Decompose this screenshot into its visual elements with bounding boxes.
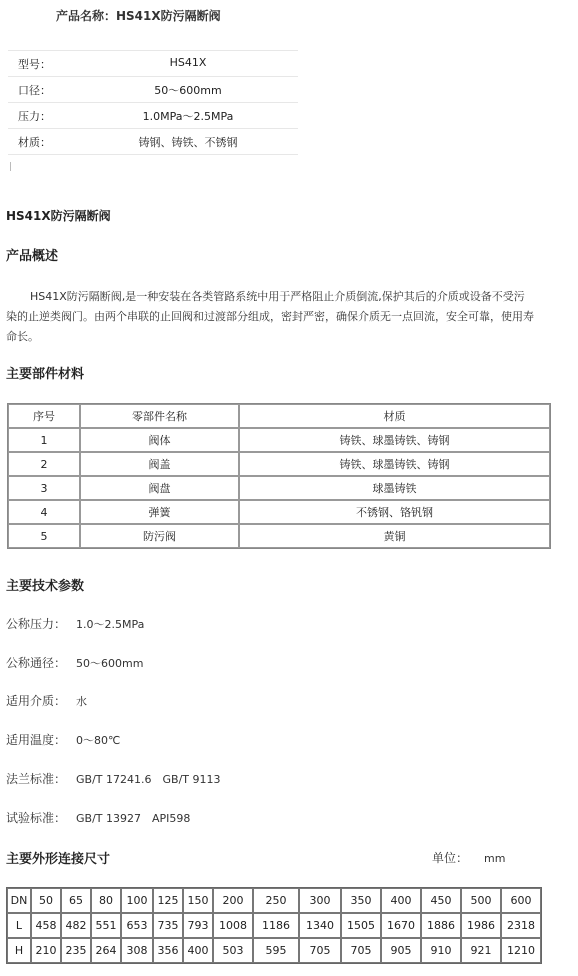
param-label: 试验标准： xyxy=(6,811,67,825)
table-cell: 4 xyxy=(8,500,80,524)
table-cell: 黄铜 xyxy=(239,524,550,548)
column-header: 材质 xyxy=(239,404,550,428)
param-value: GB/T 13927 API598 xyxy=(76,812,191,825)
table-cell: 铸铁、球墨铸铁、铸钢 xyxy=(239,452,550,476)
table-cell: 458 xyxy=(31,913,61,938)
table-row xyxy=(8,428,550,452)
column-header: 序号 xyxy=(8,404,80,428)
spec-row xyxy=(8,77,298,103)
spec-row xyxy=(8,103,298,129)
param-value: 1.0～2.5MPa xyxy=(76,618,145,631)
table-cell: 1886 xyxy=(421,913,461,938)
table-cell: 2318 xyxy=(501,913,541,938)
param-label: 适用温度： xyxy=(6,733,67,747)
table-cell: 1505 xyxy=(341,913,381,938)
param-row xyxy=(6,692,87,709)
table-cell: 不锈钢、铬钒钢 xyxy=(239,500,550,524)
table-cell: 5 xyxy=(8,524,80,548)
param-value: 50～600mm xyxy=(76,657,144,670)
spec-value: 铸钢、铸铁、不锈钢 xyxy=(138,136,238,149)
table-row xyxy=(8,500,550,524)
dimensions-table xyxy=(6,887,542,964)
param-label: 法兰标准： xyxy=(6,772,67,786)
divider-mark xyxy=(10,162,11,171)
table-cell: 阀盘 xyxy=(80,476,239,500)
tech-heading: 主要技术参数 xyxy=(6,579,85,594)
spec-table xyxy=(8,50,298,155)
table-cell: 防污阀 xyxy=(80,524,239,548)
materials-heading: 主要部件材料 xyxy=(6,367,85,382)
dimensions-heading: 主要外形连接尺寸 xyxy=(6,852,111,867)
table-cell: 150 xyxy=(183,888,213,913)
product-name-heading: 产品名称：HS41X防污隔断阀 xyxy=(56,9,221,23)
param-value: 水 xyxy=(76,695,88,708)
spec-label: 材质： xyxy=(18,136,51,149)
table-cell: 308 xyxy=(121,938,153,963)
table-cell: 350 xyxy=(341,888,381,913)
table-cell: 503 xyxy=(213,938,253,963)
table-cell: 793 xyxy=(183,913,213,938)
param-row xyxy=(6,654,143,671)
table-cell: 500 xyxy=(461,888,501,913)
unit-value: mm xyxy=(484,852,506,865)
table-row xyxy=(7,888,541,913)
table-cell: 球墨铸铁 xyxy=(239,476,550,500)
table-header-row xyxy=(8,404,550,428)
table-cell: 264 xyxy=(91,938,121,963)
param-row xyxy=(6,615,144,632)
table-cell: 356 xyxy=(153,938,183,963)
table-cell: 300 xyxy=(299,888,341,913)
table-cell: 125 xyxy=(153,888,183,913)
table-cell: H xyxy=(7,938,31,963)
table-cell: 80 xyxy=(91,888,121,913)
table-cell: 400 xyxy=(381,888,421,913)
param-row xyxy=(6,809,190,826)
table-cell: 1008 xyxy=(213,913,253,938)
param-row xyxy=(6,770,220,787)
table-cell: 905 xyxy=(381,938,421,963)
param-value: 0～80℃ xyxy=(76,734,121,747)
table-row xyxy=(7,913,541,938)
table-row xyxy=(8,476,550,500)
param-label: 公称压力： xyxy=(6,617,67,631)
table-cell: 595 xyxy=(253,938,299,963)
spec-value: HS41X xyxy=(169,56,207,69)
table-row xyxy=(8,452,550,476)
table-cell: 735 xyxy=(153,913,183,938)
spec-row xyxy=(8,129,298,155)
overview-heading: 产品概述 xyxy=(6,249,59,264)
table-cell: 1670 xyxy=(381,913,421,938)
page-title: HS41X防污隔断阀 xyxy=(6,209,111,223)
table-cell: 200 xyxy=(213,888,253,913)
table-row xyxy=(8,524,550,548)
table-cell: 铸铁、球墨铸铁、铸钢 xyxy=(239,428,550,452)
param-value: GB/T 17241.6 GB/T 9113 xyxy=(76,773,221,786)
table-cell: 235 xyxy=(61,938,91,963)
table-cell: 65 xyxy=(61,888,91,913)
spec-label: 压力： xyxy=(18,110,51,123)
unit-note xyxy=(432,849,505,866)
overview-line: 染的止逆类阀门。由两个串联的止回阀和过渡部分组成，密封严密，确保介质无一点回流，安全可靠，使用寿 xyxy=(6,310,534,323)
table-cell: 阀盖 xyxy=(80,452,239,476)
table-cell: 910 xyxy=(421,938,461,963)
spec-row xyxy=(8,50,298,77)
column-header: 零部件名称 xyxy=(80,404,239,428)
table-cell: L xyxy=(7,913,31,938)
table-cell: 450 xyxy=(421,888,461,913)
table-cell: 1186 xyxy=(253,913,299,938)
param-row xyxy=(6,731,120,748)
overview-line: 命长。 xyxy=(6,330,39,343)
table-cell: 3 xyxy=(8,476,80,500)
table-cell: 921 xyxy=(461,938,501,963)
table-cell: 100 xyxy=(121,888,153,913)
table-cell: 2 xyxy=(8,452,80,476)
overview-line: HS41X防污隔断阀,是一种安装在各类管路系统中用于严格阻止介质倒流,保护其后的介质或设备不受污 xyxy=(30,290,525,303)
materials-table xyxy=(7,403,551,549)
spec-label: 口径： xyxy=(18,84,51,97)
param-label: 适用介质： xyxy=(6,694,67,708)
table-cell: 400 xyxy=(183,938,213,963)
table-cell: 1340 xyxy=(299,913,341,938)
table-cell: 阀体 xyxy=(80,428,239,452)
spec-label: 型号： xyxy=(18,58,51,71)
table-cell: 551 xyxy=(91,913,121,938)
table-row xyxy=(7,938,541,963)
table-cell: 1986 xyxy=(461,913,501,938)
table-cell: 482 xyxy=(61,913,91,938)
table-cell: 653 xyxy=(121,913,153,938)
table-cell: 50 xyxy=(31,888,61,913)
table-cell: 600 xyxy=(501,888,541,913)
param-label: 公称通径： xyxy=(6,656,67,670)
table-cell: 1 xyxy=(8,428,80,452)
table-cell: 250 xyxy=(253,888,299,913)
table-cell: 210 xyxy=(31,938,61,963)
spec-value: 50～600mm xyxy=(154,84,222,97)
table-cell: 1210 xyxy=(501,938,541,963)
overview-paragraph xyxy=(6,287,578,347)
unit-label: 单位： xyxy=(432,851,469,865)
table-cell: 705 xyxy=(341,938,381,963)
spec-value: 1.0MPa～2.5MPa xyxy=(142,110,234,123)
table-cell: DN xyxy=(7,888,31,913)
table-cell: 705 xyxy=(299,938,341,963)
table-cell: 弹簧 xyxy=(80,500,239,524)
